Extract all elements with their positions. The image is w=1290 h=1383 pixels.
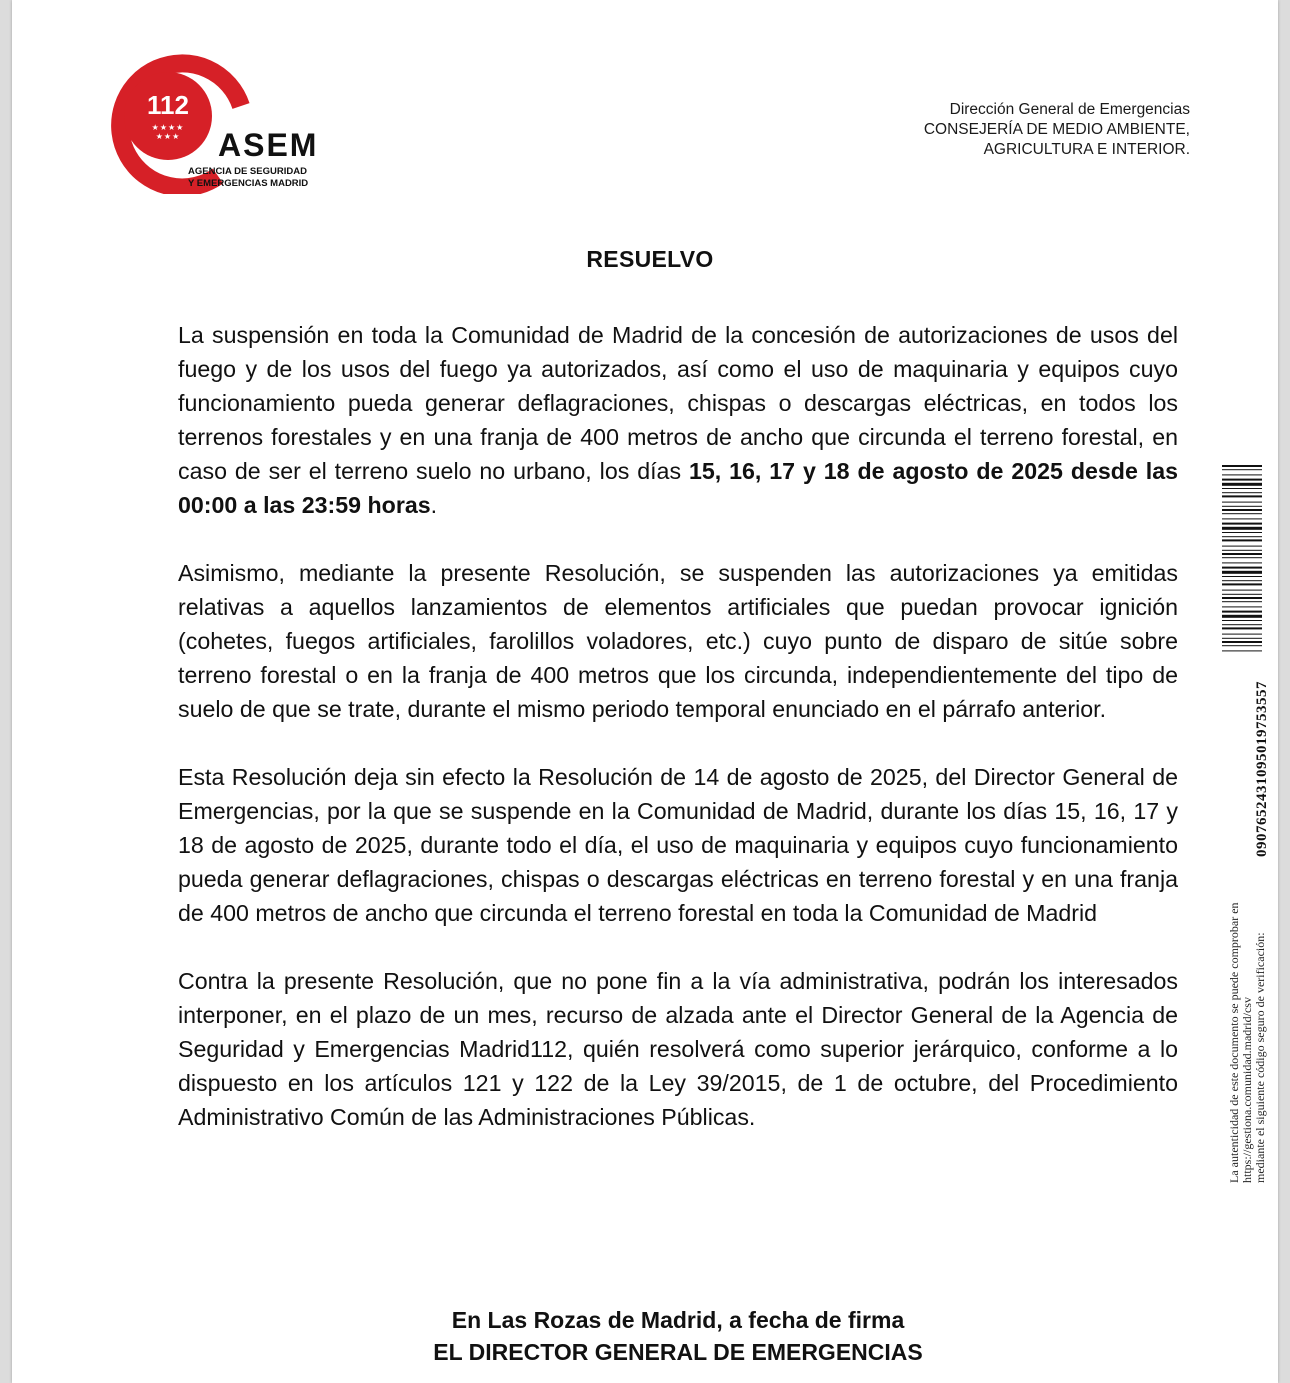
barcode-bar [1222,638,1262,639]
verification-barcode [1222,465,1262,655]
barcode-bar [1222,469,1262,470]
barcode-bar [1222,550,1262,551]
barcode-bar [1222,557,1262,558]
header-line-3: AGRICULTURA E INTERIOR. [983,141,1190,158]
barcode-bar [1222,513,1262,514]
paragraph-1 [178,318,1178,522]
paragraph-4: Contra la presente Resolución, que no pone fin a la vía administrativa, podrán los interesados interponer, en el plazo de un mes, recurso de alzada ante el Director General de la Agencia de Seguridad y Emergencias Madrid112, quién resolverá como superior jerárquico, conforme a lo dispuesto en los artículos 121 y 122 de la Ley 39/2015, de 1 de octubre, del Procedimiento Administrativo Común de las Administraciones Públicas. [178,968,1178,1130]
resolution-body [178,318,1178,1168]
barcode-bar [1222,495,1262,497]
barcode-bar [1222,627,1262,629]
barcode-bar [1222,532,1262,533]
verification-code: 0907652431095019753557 [1254,681,1270,857]
logo-tagline-1: AGENCIA DE SEGURIDAD [188,166,307,177]
barcode-bar [1222,601,1262,602]
barcode-bar [1222,492,1262,493]
header-line-2: CONSEJERÍA DE MEDIO AMBIENTE, [923,121,1190,138]
barcode-bar [1222,536,1262,537]
paragraph-3: Esta Resolución deja sin efecto la Resolución de 14 de agosto de 2025, del Director General de Emergencias, por la que se suspende en la Comunidad de Madrid, durante los días 15, 16, 17 y 18 de agosto de 2025, durante todo el día, el uso de maquinaria y equipos cuyo funcionamiento pueda generar deflagraciones, chispas o descargas eléctricas en terreno forestal y en una franja de 400 metros de ancho que circunda el terreno forestal en toda la Comunidad de Madrid [178,764,1178,926]
barcode-bar [1222,523,1262,525]
barcode-bar [1222,590,1262,591]
barcode-bar [1222,553,1262,555]
barcode-bar [1222,583,1262,585]
verification-line-1: La autenticidad de este documento se puede comprobar en [1227,902,1241,1183]
logo-number: 112 [147,90,189,120]
barcode-bar [1222,562,1262,563]
barcode-bar [1222,502,1262,503]
barcode-bar [1222,641,1262,643]
barcode-bar [1222,539,1262,541]
document-title: RESUELVO [586,246,714,272]
place-date: En Las Rozas de Madrid, a fecha de firma [451,1307,905,1333]
barcode-bar [1222,624,1262,625]
header-line-1: Dirección General de Emergencias [949,101,1190,118]
paragraph-1-bold-dates: 15, 16, 17 y 18 de agosto de 2025 desde las 00:00 a las 23:59 horas [178,458,1178,518]
barcode-bar [1222,567,1262,569]
barcode-bar [1222,650,1262,651]
barcode-bar [1222,483,1262,486]
barcode-bar [1222,645,1262,646]
barcode-bar [1222,620,1262,621]
barcode-bar [1222,597,1262,599]
logo-stars-row2: ★★★ [155,132,181,141]
barcode-bar [1222,474,1262,475]
barcode-bar [1222,611,1262,613]
barcode-bar [1222,527,1262,530]
paragraph-1-text: La suspensión en toda la Comunidad de Madrid de la concesión de autorizaciones de usos del fuego y de los usos del fuego ya autorizados, así como el uso de maquinaria y equipos cuyo funcionamiento pueda generar deflagraciones, chispas o descargas eléctricas, en todos los terrenos forestales y en una franja de 400 metros de ancho que circunda el terreno forestal, en caso de ser el terreno suelo no urbano, los días [178,322,1178,484]
verification-line-3: mediante el siguiente código seguro de verificación: [1253,932,1267,1183]
barcode-bar [1222,546,1262,547]
barcode-bar [1222,488,1262,489]
logo-name: ASEM [218,127,319,163]
barcode-bar [1222,509,1262,511]
asem-112-logo [96,44,368,194]
barcode-bar [1222,576,1262,577]
verification-line-2: https://gestiona.comunidad.madrid/csv [1240,997,1254,1183]
barcode-bar [1222,506,1262,507]
closing-block [0,1304,1290,1368]
verification-text [1228,902,1267,1183]
barcode-bar [1222,606,1262,607]
barcode-bar [1222,518,1262,519]
logo-tagline-2: Y EMERGENCIAS MADRID [188,178,309,189]
paragraph-1-end: . [430,492,438,518]
barcode-bar [1222,580,1262,581]
organization-header [924,100,1190,160]
signatory-title: EL DIRECTOR GENERAL DE EMERGENCIAS [433,1339,923,1365]
barcode-bar [1222,594,1262,595]
barcode-bar [1222,615,1262,618]
barcode-bar [1222,634,1262,635]
barcode-bar [1222,571,1262,574]
paragraph-2: Asimismo, mediante la presente Resolución, se suspenden las autorizaciones ya emitidas relativas a aquellos lanzamientos de elementos artificiales que puedan provocar ignición (cohetes, fuegos artificiales, farolillos voladores, etc.) cuyo punto de disparo de sitúe sobre terreno forestal o en la franja de 400 metros que los circunda, independientemente del tipo de suelo de que se trate, durante el mismo periodo temporal enunciado en el párrafo anterior. [178,560,1178,722]
barcode-bar [1222,479,1262,481]
barcode-bar [1222,465,1262,467]
logo-stars: ★★★★ [151,123,185,132]
